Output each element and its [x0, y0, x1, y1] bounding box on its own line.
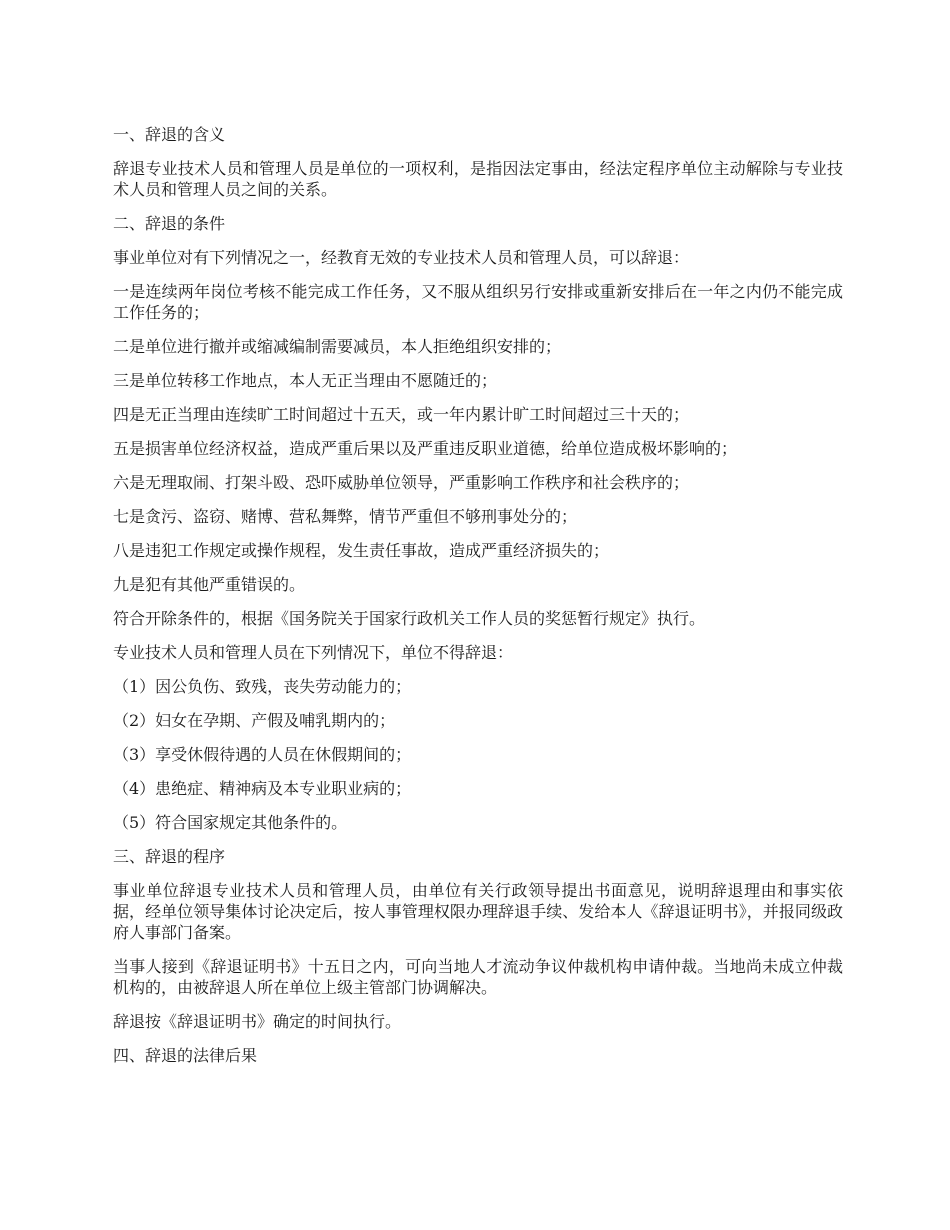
exemption-item-3: （3）享受休假待遇的人员在休假期间的； [113, 745, 412, 764]
condition-item-8: 八是违犯工作规定或操作规程，发生责任事故，造成严重经济损失的； [113, 541, 610, 560]
exemption-item-5: （5）符合国家规定其他条件的。 [113, 813, 348, 832]
paragraph-arbitration: 当事人接到《辞退证明书》十五日之内，可向当地人才流动争议仲裁机构申请仲裁。当地尚未成立仲裁机构的，由被辞退人所在单位上级主管部门协调解决。 [113, 957, 843, 997]
section-heading-procedure: 三、辞退的程序 [113, 847, 226, 866]
section-heading-legal-consequences: 四、辞退的法律后果 [113, 1046, 258, 1065]
condition-item-1: 一是连续两年岗位考核不能完成工作任务，又不服从组织另行安排或重新安排后在一年之内仍不能完成工作任务的； [113, 282, 843, 322]
paragraph-execution: 辞退按《辞退证明书》确定的时间执行。 [113, 1012, 402, 1031]
paragraph-procedure: 事业单位辞退专业技术人员和管理人员，由单位有关行政领导提出书面意见，说明辞退理由和事实依据，经单位领导集体讨论决定后，按人事管理权限办理辞退手续、发给本人《辞退证明书》，并报同级政府人事部门备案。 [113, 881, 843, 942]
exemption-item-4: （4）患绝症、精神病及本专业职业病的； [113, 779, 412, 798]
condition-item-5: 五是损害单位经济权益，造成严重后果以及严重违反职业道德，给单位造成极坏影响的； [113, 439, 738, 458]
paragraph-conditions-intro: 事业单位对有下列情况之一，经教育无效的专业技术人员和管理人员，可以辞退： [113, 248, 690, 267]
section-heading-conditions: 二、辞退的条件 [113, 214, 226, 233]
paragraph-exemptions-intro: 专业技术人员和管理人员在下列情况下，单位不得辞退： [113, 643, 514, 662]
exemption-item-2: （2）妇女在孕期、产假及哺乳期内的； [113, 711, 396, 730]
condition-item-6: 六是无理取闹、打架斗殴、恐吓威胁单位领导，严重影响工作秩序和社会秩序的； [113, 473, 690, 492]
paragraph-meaning: 辞退专业技术人员和管理人员是单位的一项权利，是指因法定事由，经法定程序单位主动解除与专业技术人员和管理人员之间的关系。 [113, 159, 843, 199]
exemption-item-1: （1）因公负伤、致残，丧失劳动能力的； [113, 677, 412, 696]
section-heading-meaning: 一、辞退的含义 [113, 125, 226, 144]
condition-item-9: 九是犯有其他严重错误的。 [113, 575, 306, 594]
condition-item-2: 二是单位进行撤并或缩减编制需要减员，本人拒绝组织安排的； [113, 337, 562, 356]
document-page [113, 124, 843, 1079]
condition-item-7: 七是贪污、盗窃、赌博、营私舞弊，情节严重但不够刑事处分的； [113, 507, 578, 526]
condition-item-3: 三是单位转移工作地点，本人无正当理由不愿随迁的； [113, 371, 498, 390]
condition-item-4: 四是无正当理由连续旷工时间超过十五天，或一年内累计旷工时间超过三十天的； [113, 405, 690, 424]
paragraph-expulsion-rule: 符合开除条件的，根据《国务院关于国家行政机关工作人员的奖惩暂行规定》执行。 [113, 609, 706, 628]
